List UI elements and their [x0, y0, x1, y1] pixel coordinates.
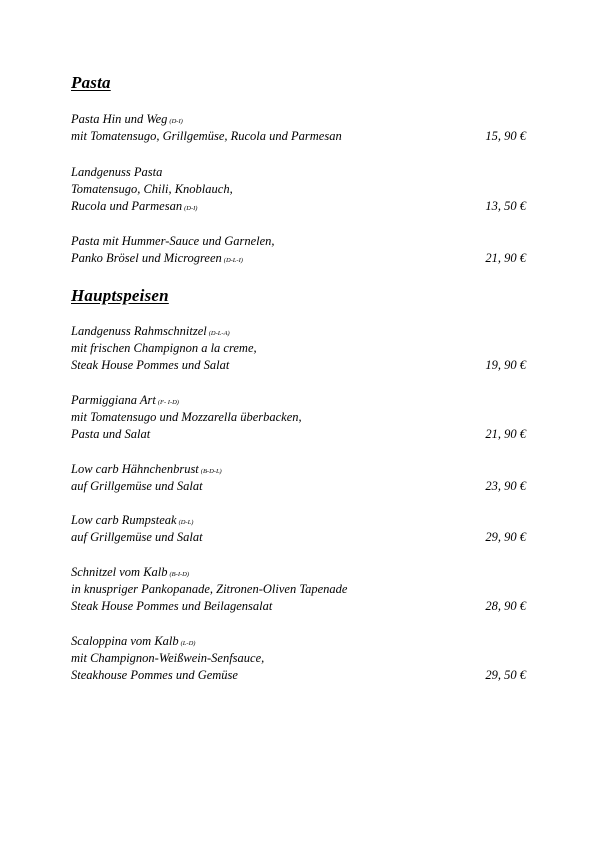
dish-description: Steakhouse Pommes und Gemüse 29, 50 € [71, 668, 526, 682]
dish-landgenuss-rahmschnitzel [71, 323, 526, 374]
allergen-codes: (B-I-D) [169, 571, 190, 578]
dish-schnitzel-vom-kalb [71, 564, 526, 615]
allergen-codes: (D-L-A) [208, 330, 230, 337]
section-title-hauptspeisen: Hauptspeisen [71, 286, 169, 305]
dish-price: 19, 90 € [485, 358, 526, 372]
dish-landgenuss-pasta [71, 164, 526, 215]
dish-description: auf Grillgemüse und Salat 23, 90 € [71, 479, 526, 493]
dish-price: 21, 90 € [485, 251, 526, 265]
dish-price: 28, 90 € [485, 599, 526, 613]
dish-name: Pasta mit Hummer-Sauce und Garnelen, [71, 234, 275, 248]
dish-price: 29, 50 € [485, 668, 526, 682]
allergen-codes: (D-L) [178, 519, 194, 526]
dish-name: Landgenuss Rahmschnitzel (D-L-A) [71, 324, 230, 338]
dish-description: Steak House Pommes und Salat 19, 90 € [71, 358, 526, 372]
dish-description: Panko Brösel und Microgreen (D-L-I) 21, 90 € [71, 251, 526, 265]
dish-price: 15, 90 € [485, 129, 526, 143]
dish-low-carb-rumpsteak [71, 512, 526, 546]
dish-description: mit Tomatensugo, Grillgemüse, Rucola und Parmesan 15, 90 € [71, 129, 526, 143]
dish-name: Landgenuss Pasta [71, 165, 163, 179]
dish-description: in knuspriger Pankopanade, Zitronen-Oliven Tapenade [71, 582, 348, 596]
dish-description: mit Champignon-Weißwein-Senfsauce, [71, 651, 265, 665]
dish-description: auf Grillgemüse und Salat 29, 90 € [71, 530, 526, 544]
section-title-pasta: Pasta [71, 73, 111, 92]
dish-price: 21, 90 € [485, 427, 526, 441]
dish-parmiggiana-art [71, 392, 526, 443]
dish-pasta-hummer-sauce [71, 233, 526, 267]
dish-name: Schnitzel vom Kalb (B-I-D) [71, 565, 190, 579]
dish-description: Steak House Pommes und Beilagensalat 28, 90 € [71, 599, 526, 613]
dish-pasta-hin-und-weg [71, 111, 526, 145]
dish-name: Scaloppina vom Kalb (L-D) [71, 634, 196, 648]
dish-name: Pasta Hin und Weg (D-I) [71, 112, 183, 126]
dish-description: mit frischen Champignon a la creme, [71, 341, 257, 355]
dish-price: 23, 90 € [485, 479, 526, 493]
dish-description: Tomatensugo, Chili, Knoblauch, [71, 182, 233, 196]
dish-scaloppina-vom-kalb [71, 633, 526, 684]
allergen-codes: (D-L-I) [223, 257, 243, 264]
allergen-codes: (B-D-L) [200, 468, 222, 475]
dish-name: Low carb Rumpsteak (D-L) [71, 513, 194, 527]
dish-low-carb-haehnchenbrust [71, 461, 526, 495]
dish-name: Low carb Hähnchenbrust (B-D-L) [71, 462, 222, 476]
allergen-codes: (D-I) [169, 118, 183, 125]
allergen-codes: (F- I-D) [157, 399, 179, 406]
dish-description: mit Tomatensugo und Mozzarella überbacken, [71, 410, 302, 424]
allergen-codes: (L-D) [180, 640, 196, 647]
dish-name: Parmiggiana Art (F- I-D) [71, 393, 179, 407]
dish-description: Rucola und Parmesan (D-I) 13, 50 € [71, 199, 526, 213]
allergen-codes: (D-I) [184, 205, 198, 212]
dish-price: 29, 90 € [485, 530, 526, 544]
dish-price: 13, 50 € [485, 199, 526, 213]
dish-description: Pasta und Salat 21, 90 € [71, 427, 526, 441]
